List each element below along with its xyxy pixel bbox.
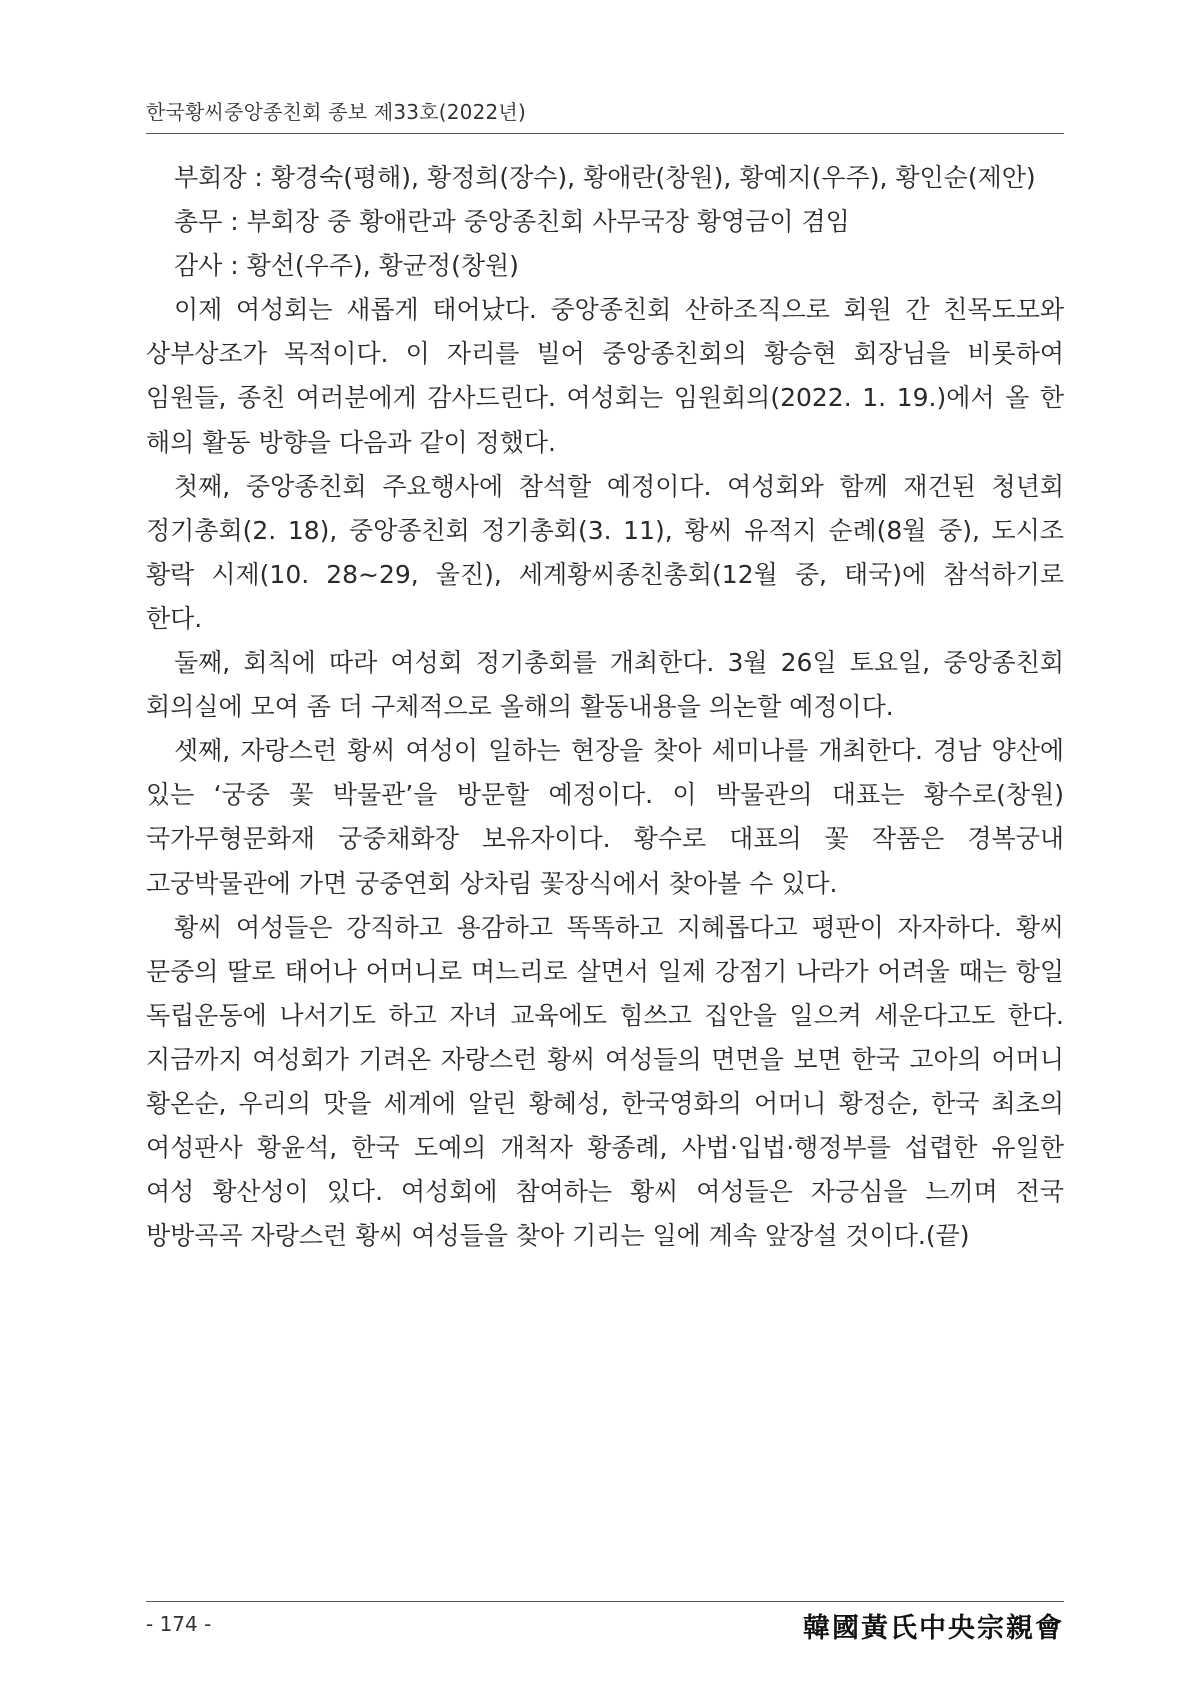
society-logo-text: 韓國黃氏中央宗親會 [803, 1613, 1064, 1644]
running-header: 한국황씨중앙종친회 종보 제33호(2022년) [146, 100, 526, 124]
paragraph-auditors: 감사 : 황선(우주), 황균정(창원) [174, 251, 519, 281]
page-number: - 174 - [146, 1612, 212, 1636]
header-rule [146, 133, 1064, 134]
paragraph-first: 첫째, 중앙종친회 주요행사에 참석할 예정이다. 여성회와 함께 재건된 청년회 정기총회(2. 18), 중앙종친회 정기총회(3. 11), 황씨 유적지 순례(8월 중), 도시조 황락 시제(10. 28~29, 울진), 세계황씨종친총회(12월 중, 태국)에 참석하기로 한다. [146, 471, 1064, 633]
paragraph-vice-presidents: 부회장 : 황경숙(평해), 황정희(장수), 황애란(창원), 황예지(우주), 황인순(제안) [174, 163, 1036, 192]
paragraph-closing: 황씨 여성들은 강직하고 용감하고 똑똑하고 지혜롭다고 평판이 자자하다. 황씨 문중의 딸로 태어나 어머니로 며느리로 살면서 일제 강점기 나라가 어려울 때는 항일 독립운동에 나서기도 하고 자녀 교육에도 힘쓰고 집안을 일으켜 세운다고도 한다. 지금까지 여성회가 기려온 자랑스런 황씨 여성들의 면면을 보면 한국 고아의 어머니 황온순, 우리의 맛을 세계에 알린 황혜성, 한국영화의 어머니 황정순, 한국 최초의 여성판사 황윤석, 한국 도예의 개척자 황종례, 사법·입법·행정부를 섭렵한 유일한 여성 황산성이 있다. 여성회에 참여하는 황씨 여성들은 자긍심을 느끼며 전국 방방곡곡 자랑스런 황씨 여성들을 찾아 기리는 일에 계속 앞장설 것이다.(끝) [146, 912, 1064, 1251]
article-body [146, 156, 1064, 1258]
paragraph-third: 셋째, 자랑스런 황씨 여성이 일하는 현장을 찾아 세미나를 개최한다. 경남 양산에 있는 ‘궁중 꽃 박물관’을 방문할 예정이다. 이 박물관의 대표는 황수로(창원) 국가무형문화재 궁중채화장 보유자이다. 황수로 대표의 꽃 작품은 경복궁내 고궁박물관에 가면 궁중연회 상차림 꽃장식에서 찾아볼 수 있다. [146, 736, 1064, 898]
footer-rule [146, 1601, 1064, 1602]
paragraph-second: 둘째, 회칙에 따라 여성회 정기총회를 개최한다. 3월 26일 토요일, 중앙종친회 회의실에 모여 좀 더 구체적으로 올해의 활동내용을 의논할 예정이다. [146, 648, 1064, 722]
paragraph-rebirth: 이제 여성회는 새롭게 태어났다. 중앙종친회 산하조직으로 회원 간 친목도모와 상부상조가 목적이다. 이 자리를 빌어 중앙종친회의 황승현 회장님을 비롯하여 임원들, 종친 여러분에게 감사드린다. 여성회는 임원회의(2022. 1. 19.)에서 올 한 해의 활동 방향을 다음과 같이 정했다. [146, 295, 1064, 457]
paragraph-general-affairs: 총무 : 부회장 중 황애란과 중앙종친회 사무국장 황영금이 겸임 [174, 207, 850, 237]
